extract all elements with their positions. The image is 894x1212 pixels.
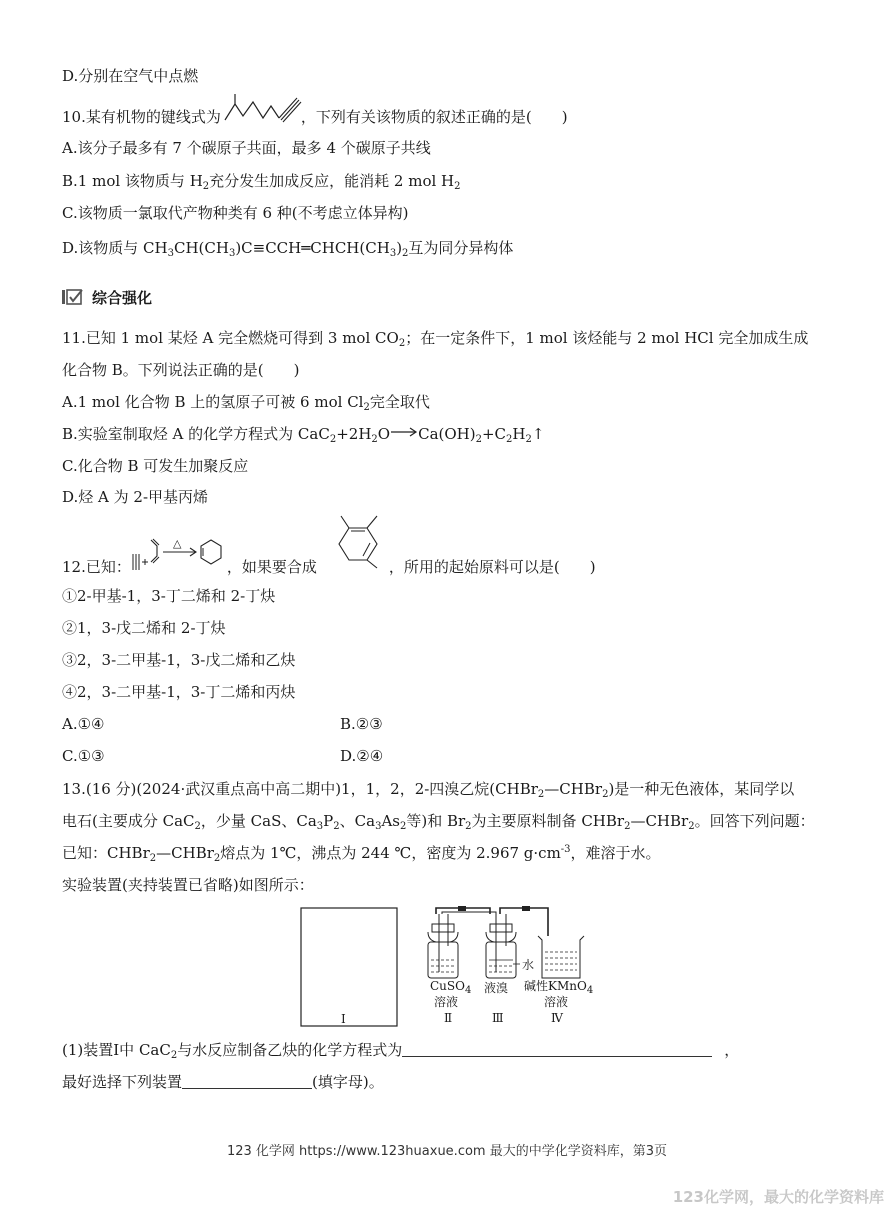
q12-option-c: C.①③: [62, 747, 105, 765]
apparatus-label-4: Ⅳ: [551, 1011, 563, 1025]
apparatus-label-water: 水: [522, 958, 535, 972]
reaction-arrow-icon: [390, 427, 418, 437]
q13-stem-line3: 已知：CHBr$_2$—CHBr$_2$熔点为 1℃，沸点为 244 ℃，密度为 2.967 $g\cdot cm^{-3}$，难溶于水。: [62, 844, 661, 864]
heat-symbol: △: [172, 537, 182, 550]
q13-part1-line1: (1)装置Ⅰ中 CaC$_2$与水反应制备乙炔的化学方程式为 ，: [62, 1041, 740, 1061]
target-molecule-icon: [325, 514, 397, 570]
q11-option-d: D.烃 A 为 2-甲基丙烯: [62, 488, 209, 506]
apparatus-label-1: Ⅰ: [341, 1012, 346, 1026]
q12-option-a: A.①④: [62, 715, 105, 733]
q13-stem-line1: 13.(16 分)(2024·武汉重点高中高二期中)1，1，2，2-四溴乙烷(CHBr$_2$—CHBr$_2$)是一种无色液体，某同学以: [62, 780, 795, 800]
q10-skeletal-formula: [221, 106, 301, 126]
apparatus-label-cuso4: CuSO$_4$: [430, 979, 472, 996]
apparatus-label-kmno4: 碱性KMnO$_4$: [524, 979, 594, 996]
q9-option-d: D.分别在空气中点燃: [62, 67, 199, 85]
page-footer: 123 化学网 https://www.123huaxue.com 最大的中学化学资料库，第3页: [226, 1144, 667, 1159]
apparatus-label-liquid-bromine: 液溴: [484, 981, 509, 995]
diels-alder-scheme: [131, 537, 227, 574]
q11-stem-line1: 11.已知 1 mol 某烃 A 完全燃烧可得到 3 mol $CO_2$；在一定条件下，1 mol 该烃能与 2 mol HCl 完全加成生成: [62, 329, 809, 349]
q12-option-b: B.②③: [340, 715, 383, 733]
q12-option-d: D.②④: [340, 747, 384, 765]
q12-statement-1: ①2-甲基-1，3-丁二烯和 2-丁炔: [62, 587, 276, 605]
skeletal-formula-icon: [223, 94, 303, 124]
q10-option-d: D.该物质与 $CH_3CH(CH_3)C\equiv CCH═CHCH(CH_3)_2$互为同分异构体: [62, 239, 514, 259]
section-header: [62, 286, 152, 308]
apparatus-label-2: Ⅱ: [444, 1011, 453, 1025]
q11-stem-line2: 化合物 B。下列说法正确的是( ): [62, 361, 300, 379]
q12-statement-2: ②1，3-戊二烯和 2-丁炔: [62, 619, 226, 637]
answer-blank-device[interactable]: [182, 1072, 312, 1089]
answer-blank-equation[interactable]: [402, 1040, 712, 1057]
apparatus-label-solution: 溶液: [434, 995, 459, 1009]
target-molecule: [317, 554, 389, 574]
pencil-check-icon: [62, 288, 84, 306]
q11-option-b: B.实验室制取烃 A 的化学方程式为 $CaC_2+2H_2O$ $Ca(OH)_2+C_2H_2↑$: [62, 425, 545, 445]
apparatus-label-3: Ⅲ: [492, 1011, 504, 1025]
q12-statement-4: ④2，3-二甲基-1，3-丁二烯和丙炔: [62, 683, 296, 701]
q10-option-c: C.该物质一氯取代产物种类有 6 种(不考虑立体异构): [62, 204, 409, 222]
q10-stem-start: 10.某有机物的键线式为: [62, 108, 221, 126]
watermark: 123化学网，最大的化学资料库: [672, 1188, 884, 1206]
section-title: 综合强化: [92, 288, 153, 307]
diels-alder-icon: [131, 532, 227, 572]
q10-stem-end: ，下列有关该物质的叙述正确的是( ): [300, 108, 568, 126]
q12-statement-3: ③2，3-二甲基-1，3-戊二烯和乙炔: [62, 651, 296, 669]
apparatus-label-solution2: 溶液: [544, 995, 569, 1009]
q11-option-a: A.1 mol 化合物 B 上的氢原子可被 6 mol $Cl_2$完全取代: [62, 393, 430, 413]
q11-option-c: C.化合物 B 可发生加聚反应: [62, 457, 249, 475]
q10-option-b: B.1 mol 该物质与 $H_2$充分发生加成反应，能消耗 2 mol $H_2$: [62, 172, 461, 192]
q13-stem-line4: 实验装置(夹持装置已省略)如图所示：: [62, 876, 314, 894]
q12-stem: 12.已知： △ ，如果要合成 ，所用的起始原料可以是( ): [62, 554, 596, 577]
q13-stem-line2: 电石(主要成分 CaC$_2$，少量 CaS、$Ca_3P_2$、$Ca_3As_2$等)和 $Br_2$为主要原料制备 CHBr$_2$—CHBr$_2$。回答下列问题：: [62, 812, 815, 832]
q10-stem: [62, 106, 568, 127]
q10-option-a: A.该分子最多有 7 个碳原子共面，最多 4 个碳原子共线: [62, 139, 431, 157]
q13-part1-line2: 最好选择下列装置 (填字母)。: [62, 1073, 384, 1091]
